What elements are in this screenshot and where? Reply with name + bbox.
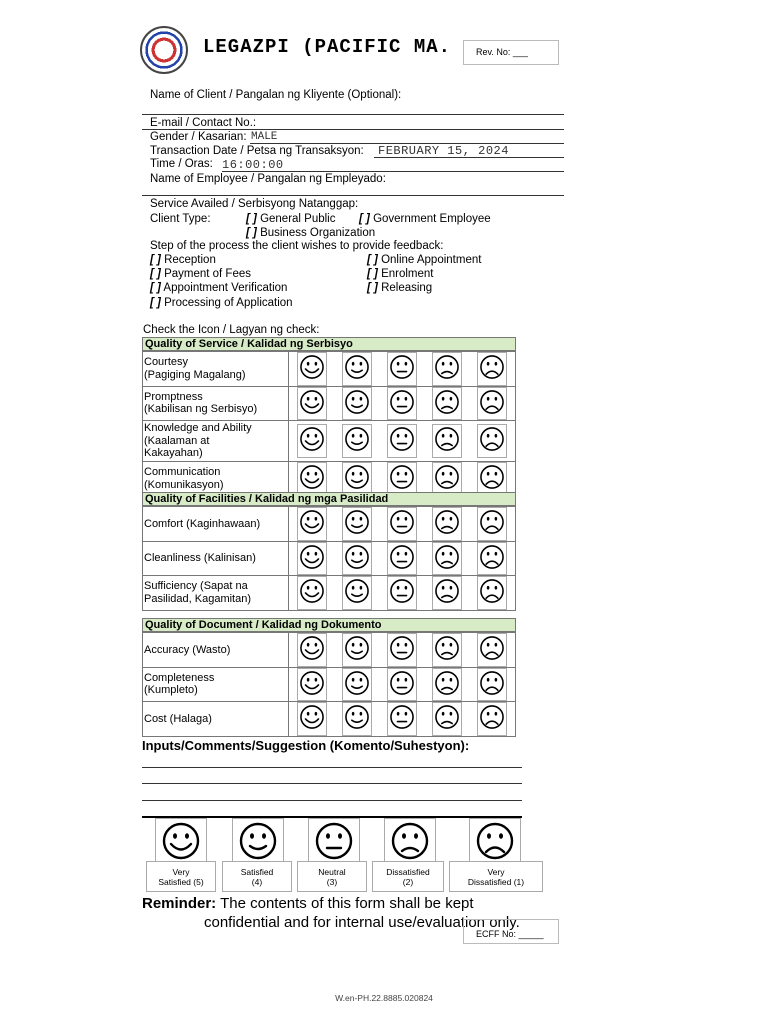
rating-option[interactable] [387,387,417,421]
rating-face-group [290,702,514,736]
rating-face-group [290,352,514,386]
comment-line[interactable] [142,767,522,768]
employee-name-label: Name of Employee / Pangalan ng Empleyado: [150,173,386,185]
very-dissatisfied-face-icon [479,389,505,415]
rating-option[interactable] [432,702,462,736]
transaction-date-value[interactable]: FEBRUARY 15, 2024 [378,144,509,158]
rating-option[interactable] [387,633,417,667]
legend-label-dissatisfied: Dissatisfied (2) [372,861,444,892]
rating-faces[interactable] [289,507,516,542]
dissatisfied-face-icon [434,464,460,490]
government-seal-icon [140,26,188,74]
very-satisfied-face-icon [299,354,325,380]
neutral-face-icon [389,389,415,415]
rating-option[interactable] [477,424,507,458]
criterion-label: Courtesy (Pagiging Magalang) [143,352,289,387]
dissatisfied-face-icon [434,509,460,535]
quality-of-document-title: Quality of Document / Kalidad ng Dokumento [142,618,516,632]
satisfied-face-icon [344,509,370,535]
email-line[interactable] [142,129,564,130]
rating-option[interactable] [297,462,327,496]
criterion-label: Communication (Komunikasyon) [143,462,289,497]
rating-option[interactable] [342,462,372,496]
step-releasing[interactable]: [ ] Releasing [367,282,433,294]
time-label: Time / Oras: [150,158,213,170]
satisfied-face-icon [344,544,370,570]
dissatisfied-face-icon [434,670,460,696]
rating-option[interactable] [297,352,327,386]
rating-option[interactable] [297,542,327,576]
client-name-line[interactable] [142,114,564,115]
satisfied-face-icon [344,704,370,730]
rating-face-group [290,387,514,421]
rating-option[interactable] [342,507,372,541]
quality-of-document-table [142,632,516,737]
rating-option[interactable] [432,542,462,576]
rating-option[interactable] [387,702,417,736]
rating-option[interactable] [477,702,507,736]
rating-option[interactable] [297,668,327,702]
criterion-label: Accuracy (Wasto) [143,633,289,668]
comment-line[interactable] [142,800,522,801]
rating-option[interactable] [477,576,507,610]
very-satisfied-face-icon [299,389,325,415]
criterion-label: Comfort (Kaginhawaan) [143,507,289,542]
criterion-label: Knowledge and Ability (Kaalaman at Kakayahan) [143,421,289,462]
rating-option[interactable] [477,507,507,541]
very-satisfied-face-icon [299,578,325,604]
very-satisfied-face-icon [299,704,325,730]
rating-faces[interactable] [289,541,516,576]
rating-faces[interactable] [289,702,516,737]
rating-option[interactable] [342,352,372,386]
rating-option[interactable] [387,542,417,576]
criterion-label: Sufficiency (Sapat na Pasilidad, Kagamitan) [143,576,289,611]
legend-satisfied-face [232,818,284,862]
quality-of-facilities-title: Quality of Facilities / Kalidad ng mga Pasilidad [142,492,516,506]
dissatisfied-face-icon [434,389,460,415]
transaction-date-line [374,157,564,158]
gender-value[interactable]: MALE [251,131,278,143]
email-label: E-mail / Contact No.: [150,117,257,129]
table-row [143,507,516,542]
step-reception[interactable]: [ ] Reception [150,254,216,266]
comment-line[interactable] [142,783,522,784]
table-row [143,702,516,737]
rating-face-group [290,633,514,667]
quality-of-facilities-section [142,492,516,611]
table-row [143,541,516,576]
very-dissatisfied-face-icon [479,670,505,696]
rating-option[interactable] [387,668,417,702]
quality-of-facilities-table [142,506,516,611]
client-type-label: Client Type: [150,213,211,225]
neutral-face-icon [389,635,415,661]
rating-face-group [290,668,514,702]
criterion-label: Cleanliness (Kalinisan) [143,541,289,576]
very-dissatisfied-face-icon [479,544,505,570]
very-satisfied-face-icon [299,426,325,452]
satisfied-face-icon [344,464,370,490]
rating-faces[interactable] [289,352,516,387]
legend-neutral-face [308,818,360,862]
table-row [143,667,516,702]
quality-of-service-section [142,337,516,497]
rating-option[interactable] [477,352,507,386]
very-dissatisfied-face-icon [475,821,515,861]
rating-option[interactable] [477,668,507,702]
criterion-label: Promptness (Kabilisan ng Serbisyo) [143,386,289,421]
neutral-face-icon [389,670,415,696]
satisfied-face-icon [344,578,370,604]
very-dissatisfied-face-icon [479,354,505,380]
quality-of-document-section [142,618,516,737]
dissatisfied-face-icon [434,704,460,730]
quality-of-service-table [142,351,516,497]
rating-option[interactable] [432,462,462,496]
table-row [143,633,516,668]
rating-option[interactable] [342,424,372,458]
rating-option[interactable] [477,462,507,496]
step-online-appointment[interactable]: [ ] Online Appointment [367,254,482,266]
rating-faces[interactable] [289,462,516,497]
step-payment-of-fees[interactable]: [ ] Payment of Fees [150,268,251,280]
satisfied-face-icon [344,426,370,452]
form-title: LEGAZPI (PACIFIC MA. [203,36,452,58]
rating-option[interactable] [342,542,372,576]
neutral-face-icon [389,578,415,604]
table-row [143,462,516,497]
dissatisfied-face-icon [434,354,460,380]
quality-of-service-title: Quality of Service / Kalidad ng Serbisyo [142,337,516,351]
rating-face-group [290,542,514,576]
check-icon-label: Check the Icon / Lagyan ng check: [143,324,320,336]
rating-faces[interactable] [289,386,516,421]
rating-option[interactable] [432,352,462,386]
rating-option[interactable] [432,576,462,610]
rating-option[interactable] [432,424,462,458]
dissatisfied-face-icon [434,544,460,570]
rev-no-box: Rev. No: ___ [463,40,559,65]
reminder-line-1: The contents of this form shall be kept [216,895,474,912]
rating-faces[interactable] [289,421,516,462]
gender-label: Gender / Kasarian: [150,131,247,143]
legend-very-satisfied-face [155,818,207,862]
legend-label-satisfied: Satisfied (4) [222,861,292,892]
neutral-face-icon [314,821,354,861]
service-availed-label: Service Availed / Serbisyong Natanggap: [150,198,359,210]
time-value[interactable]: 16:00:00 [222,158,284,172]
transaction-date-label: Transaction Date / Petsa ng Transaksyon: [150,145,364,157]
rating-option[interactable] [387,462,417,496]
footer-code: W.en-PH.22.8885.020824 [335,993,433,1003]
very-dissatisfied-face-icon [479,578,505,604]
rating-option[interactable] [297,387,327,421]
very-dissatisfied-face-icon [479,509,505,535]
ecff-no-box: ECFF No: _____ [463,919,559,944]
reminder-line-2: confidential and for internal use/evaluation only. [204,914,520,931]
very-satisfied-face-icon [299,544,325,570]
dissatisfied-face-icon [434,635,460,661]
step-enrolment[interactable]: [ ] Enrolment [367,268,434,280]
satisfied-face-icon [344,389,370,415]
rating-option[interactable] [477,387,507,421]
rating-option[interactable] [387,507,417,541]
neutral-face-icon [389,509,415,535]
rating-option[interactable] [387,352,417,386]
very-satisfied-face-icon [299,509,325,535]
rating-option[interactable] [432,507,462,541]
neutral-face-icon [389,464,415,490]
rating-option[interactable] [342,668,372,702]
rating-face-group [290,576,514,610]
very-satisfied-face-icon [299,670,325,696]
table-row [143,421,516,462]
neutral-face-icon [389,354,415,380]
very-satisfied-face-icon [299,464,325,490]
rating-option[interactable] [342,387,372,421]
satisfied-face-icon [344,354,370,380]
rating-option[interactable] [342,576,372,610]
rating-faces[interactable] [289,576,516,611]
very-satisfied-face-icon [299,635,325,661]
rating-option[interactable] [297,424,327,458]
rating-faces[interactable] [289,633,516,668]
rating-face-group [290,507,514,541]
rating-option[interactable] [477,542,507,576]
legend-label-very-satisfied: Very Satisfied (5) [146,861,216,892]
reminder-bold: Reminder: [142,895,217,912]
dissatisfied-face-icon [434,426,460,452]
neutral-face-icon [389,704,415,730]
rating-faces[interactable] [289,667,516,702]
legend-label-neutral: Neutral (3) [297,861,367,892]
rating-option[interactable] [297,633,327,667]
very-dissatisfied-face-icon [479,704,505,730]
rating-option[interactable] [342,702,372,736]
client-type-general-public[interactable]: [ ] General Public [246,213,336,225]
satisfied-face-icon [344,670,370,696]
rating-option[interactable] [432,668,462,702]
very-satisfied-face-icon [161,821,201,861]
rating-option[interactable] [297,576,327,610]
rating-option[interactable] [297,507,327,541]
rating-option[interactable] [432,633,462,667]
neutral-face-icon [389,426,415,452]
legend-very-dissatisfied-face [469,818,521,862]
table-row [143,386,516,421]
dissatisfied-face-icon [434,578,460,604]
client-name-label: Name of Client / Pangalan ng Kliyente (Optional): [150,89,402,101]
criterion-label: Cost (Halaga) [143,702,289,737]
rating-option[interactable] [297,702,327,736]
rating-face-group [290,462,514,496]
client-type-business-organization[interactable]: [ ] Business Organization [246,227,376,239]
step-processing-of-application[interactable]: [ ] Processing of Application [150,297,293,309]
client-type-government-employee[interactable]: [ ] Government Employee [359,213,491,225]
neutral-face-icon [389,544,415,570]
criterion-label: Completeness (Kumpleto) [143,667,289,702]
table-row [143,576,516,611]
rating-option[interactable] [387,576,417,610]
legend-label-very-dissatisfied: Very Dissatisfied (1) [449,861,543,892]
step-appointment-verification[interactable]: [ ] Appointment Verification [150,282,288,294]
very-dissatisfied-face-icon [479,635,505,661]
time-line [222,171,564,172]
satisfied-face-icon [344,635,370,661]
dissatisfied-face-icon [390,821,430,861]
table-row [143,352,516,387]
legend-dissatisfied-face [384,818,436,862]
satisfied-face-icon [238,821,278,861]
rating-option[interactable] [342,633,372,667]
feedback-step-label: Step of the process the client wishes to provide feedback: [150,240,444,252]
rating-option[interactable] [432,387,462,421]
very-dissatisfied-face-icon [479,464,505,490]
employee-name-line[interactable] [142,195,564,196]
rating-option[interactable] [477,633,507,667]
rating-option[interactable] [387,424,417,458]
rating-face-group [290,424,514,458]
very-dissatisfied-face-icon [479,426,505,452]
comments-label: Inputs/Comments/Suggestion (Komento/Suhestyon): [142,738,470,753]
